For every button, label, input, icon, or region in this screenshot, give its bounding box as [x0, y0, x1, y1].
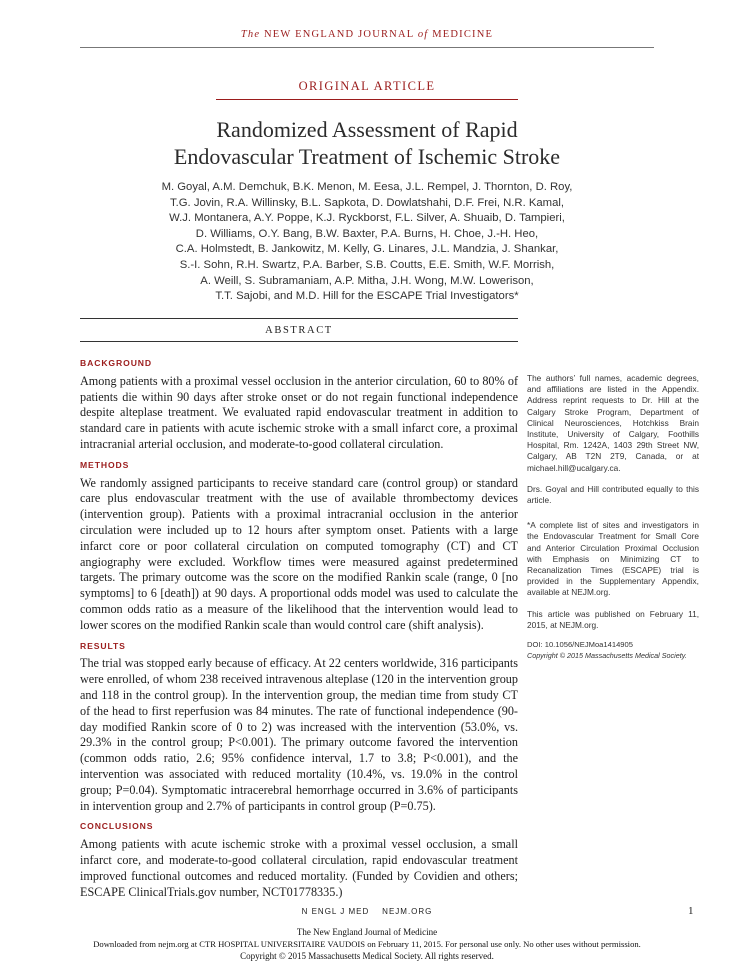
masthead-of: of [417, 29, 429, 40]
conclusions-heading: CONCLUSIONS [80, 821, 154, 832]
methods-heading: METHODS [80, 459, 130, 470]
journal-footer: N ENGL J MED NEJM.ORG [301, 907, 433, 916]
masthead-main: NEW ENGLAND JOURNAL [264, 29, 414, 40]
doi: DOI: 10.1056/NEJMoa1414905 [527, 640, 633, 650]
download-title: The New England Journal of Medicine [296, 927, 438, 937]
equal-contribution-note: Drs. Goyal and Hill contributed equally to this article. [527, 483, 699, 506]
author-line: C.A. Holmstedt, B. Jankowitz, M. Kelly, G. Linares, J.L. Mandzia, J. Shankar, [175, 243, 559, 256]
title-line-2: Endovascular Treatment of Ischemic Stroke [173, 144, 561, 169]
results-heading: RESULTS [80, 640, 126, 651]
copyright-note: Copyright © 2015 Massachusetts Medical Society. [527, 651, 687, 661]
journal-masthead [0, 29, 734, 40]
author-line: A. Weill, S. Subramaniam, A.P. Mitha, J.H. Wong, M.W. Lowerison, [200, 274, 534, 287]
download-notice: Downloaded from nejm.org at CTR HOSPITAL UNIVERSITAIRE VAUDOIS on February 11, 2015. For personal use only. No other uses without permission. [93, 939, 641, 949]
article-title [60, 116, 674, 170]
article-type: ORIGINAL ARTICLE [298, 79, 436, 93]
abstract-body [80, 356, 518, 900]
author-line: T.T. Sajobi, and M.D. Hill for the ESCAPE Trial Investigators* [215, 290, 519, 303]
abstract-heading: ABSTRACT [265, 325, 333, 336]
author-line: D. Williams, O.Y. Bang, B.W. Baxter, P.A. Burns, H. Choe, J.-H. Heo, [195, 227, 539, 240]
author-list [75, 180, 659, 305]
results-text: The trial was stopped early because of efficacy. At 22 centers worldwide, 316 participants were enrolled, of whom 238 received intravenous alteplase (120 in the intervention group and 118 in the control group). In the intervention group, the median time from study CT of the head to first reperfusion was 84 minutes. The rate of functional independence (90-day modified Rankin score of 0 to 2) was increased with the intervention (53.0%, vs. 29.3% in the control group; P<0.001). The primary outcome favored the intervention (common odds ratio, 2.6; 95% confidence interval, 1.7 to 3.8; P<0.001), and the intervention was associated with reduced mortality (10.4%, vs. 19.0% in the control group; P=0.04). Symptomatic intracerebral hemorrhage occurred in 3.6% of participants in intervention group and 2.7% of participants in control group (P=0.75). [80, 656, 518, 813]
header-divider [80, 47, 654, 48]
methods-text: We randomly assigned participants to receive standard care (control group) or standard care plus endovascular treatment with the use of available thrombectomy devices (intervention group). Patients with a proximal intracranial occlusion in the anterior circulation were included up to 12 hours after symptom onset. Patients with a large infarct core or poor collateral circulation on computed tomography (CT) and CT angiography were excluded. Workflow times were measured against predetermined targets. The primary outcome was the score on the modified Rankin scale (range, 0 [no symptoms] to 6 [death]) at 90 days. A proportional odds model was used to calculate the common odds ratio as a measure of the likelihood that the intervention would lead to lower scores on the modified Rankin scale than would control care (shift analysis). [80, 475, 518, 632]
author-line: M. Goyal, A.M. Demchuk, B.K. Menon, M. Eesa, J.L. Rempel, J. Thornton, D. Roy, [161, 181, 573, 193]
author-line: T.G. Jovin, R.A. Willinsky, B.L. Sapkota, D. Dowlatshahi, D.F. Frei, N.R. Kamal, [169, 196, 565, 209]
article-type-rule [216, 99, 518, 100]
author-line: W.J. Montanera, A.Y. Poppe, K.J. Ryckborst, F.L. Silver, A. Shuaib, D. Tampieri, [169, 212, 565, 225]
masthead-the: The [240, 29, 261, 40]
sites-note: *A complete list of sites and investigators in the Endovascular Treatment for Small Core and Anterior Circulation Proximal Occlusion with Emphasis on Minimizing CT to Recanalization Times (ESCAPE) trial is provided in the Supplementary Appendix, available at NEJM.org. [527, 520, 699, 598]
conclusions-text: Among patients with acute ischemic stroke with a proximal vessel occlusion, a small infarct core, and moderate-to-good collateral circulation, rapid endovascular treatment improved functional outcomes and reduced mortality. (Funded by Covidien and others; ESCAPE ClinicalTrials.gov number, NCT01778335.) [80, 837, 518, 899]
title-line-1: Randomized Assessment of Rapid [216, 117, 518, 142]
background-heading: BACKGROUND [80, 358, 153, 368]
page-number: 1 [688, 905, 694, 917]
masthead-medicine: MEDICINE [432, 29, 494, 40]
affiliations-note: The authors’ full names, academic degrees, and affiliations are listed in the Appendix. Address reprint requests to Dr. Hill at the Calgary Stroke Program, Department of Clinical Neurosciences, Hotchkiss Brain Institute, University of Calgary, Foothills Hospital, Rm. 1242A, 1403 29th Street NW, Calgary, AB T2N 2T9, Canada, or at michael.hill@ucalgary.ca. [527, 373, 699, 473]
author-line: S.-I. Sohn, R.H. Swartz, P.A. Barber, S.B. Coutts, E.E. Smith, W.F. Morrish, [179, 258, 555, 271]
abstract-bottom-rule [80, 341, 518, 342]
published-note: This article was published on February 11, 2015, at NEJM.org. [527, 608, 699, 630]
background-text: Among patients with a proximal vessel occlusion in the anterior circulation, 60 to 80% of patients die within 90 days after stroke onset or do not regain functional independence despite alteplase treatment. We evaluated rapid endovascular treatment in addition to standard care in patients with acute ischemic stroke with a small infarct core, a proximal intracranial arterial occlusion, and moderate-to-good collateral circulation. [80, 373, 518, 451]
abstract-top-rule [80, 318, 518, 319]
sidebar-notes [527, 373, 699, 661]
download-copyright: Copyright © 2015 Massachusetts Medical Society. All rights reserved. [240, 951, 494, 961]
